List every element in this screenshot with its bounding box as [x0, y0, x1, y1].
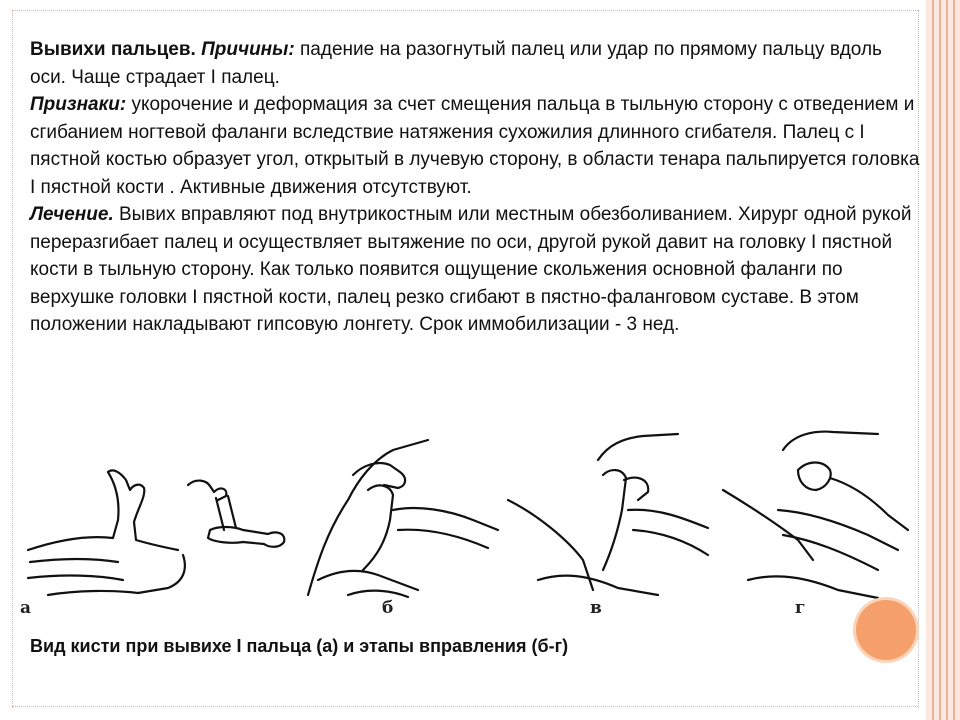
stripe-line	[939, 0, 941, 720]
panel-letter-b: б	[382, 598, 394, 618]
thumb-flexion-illustration	[723, 432, 908, 598]
dislocated-thumb-hand-illustration	[28, 470, 284, 595]
signs-text: укорочение и деформация за счет смещения пальца в тыльную сторону с отведением и сгибанием ногтевой фаланги вследствие натяжения сухожилия длинного сгибателя. Палец с I пястной костью образует угол, открытый в лучевую сторону, в области тенара пальпируется головка I пястной кости . Активные движения отсутствуют.	[30, 94, 920, 198]
reduction-figure	[18, 430, 918, 630]
panel-letter-a: а	[20, 598, 32, 618]
article-title: Вывихи пальцев.	[30, 39, 196, 60]
decorative-circle	[856, 600, 916, 660]
treatment-text: Вывих вправляют под внутрикостным или местным обезболиванием. Хирург одной рукой переразгибает палец и осуществляет вытяжение по оси, другой рукой давит на головку I пястной кости в тыльную сторону. Как только появится ощущение скольжения основной фаланги по верхушке головки I пястной кости, палец резко сгибают в пястно-фаланговом суставе. В этом положении накладывают гипсовую лонгету. Срок иммобилизации - 3 нед.	[30, 204, 912, 335]
stripe-line	[932, 0, 934, 720]
frame-border-bottom	[12, 706, 918, 708]
treatment-label: Лечение.	[30, 204, 114, 225]
signs-label: Признаки:	[30, 94, 127, 115]
panel-letter-v: в	[590, 598, 602, 618]
side-stripe	[926, 0, 960, 720]
stripe-line	[946, 0, 948, 720]
paragraph-causes	[30, 36, 920, 91]
stripe-line	[953, 0, 955, 720]
frame-border-top	[12, 10, 918, 12]
article-body	[30, 36, 920, 339]
hyperextension-traction-illustration	[308, 440, 498, 597]
panel-letter-g: г	[795, 598, 806, 618]
paragraph-signs	[30, 91, 920, 201]
pressure-metacarpal-head-illustration	[508, 434, 708, 595]
frame-border-left	[12, 10, 14, 708]
paragraph-treatment	[30, 201, 920, 339]
causes-label: Причины:	[201, 39, 295, 60]
figure-caption: Вид кисти при вывихе I пальца (а) и этапы вправления (б-г)	[30, 636, 569, 656]
causes-text: падение на разогнутый палец или удар по прямому пальцу вдоль оси. Чаще страдает I палец.	[30, 39, 882, 88]
